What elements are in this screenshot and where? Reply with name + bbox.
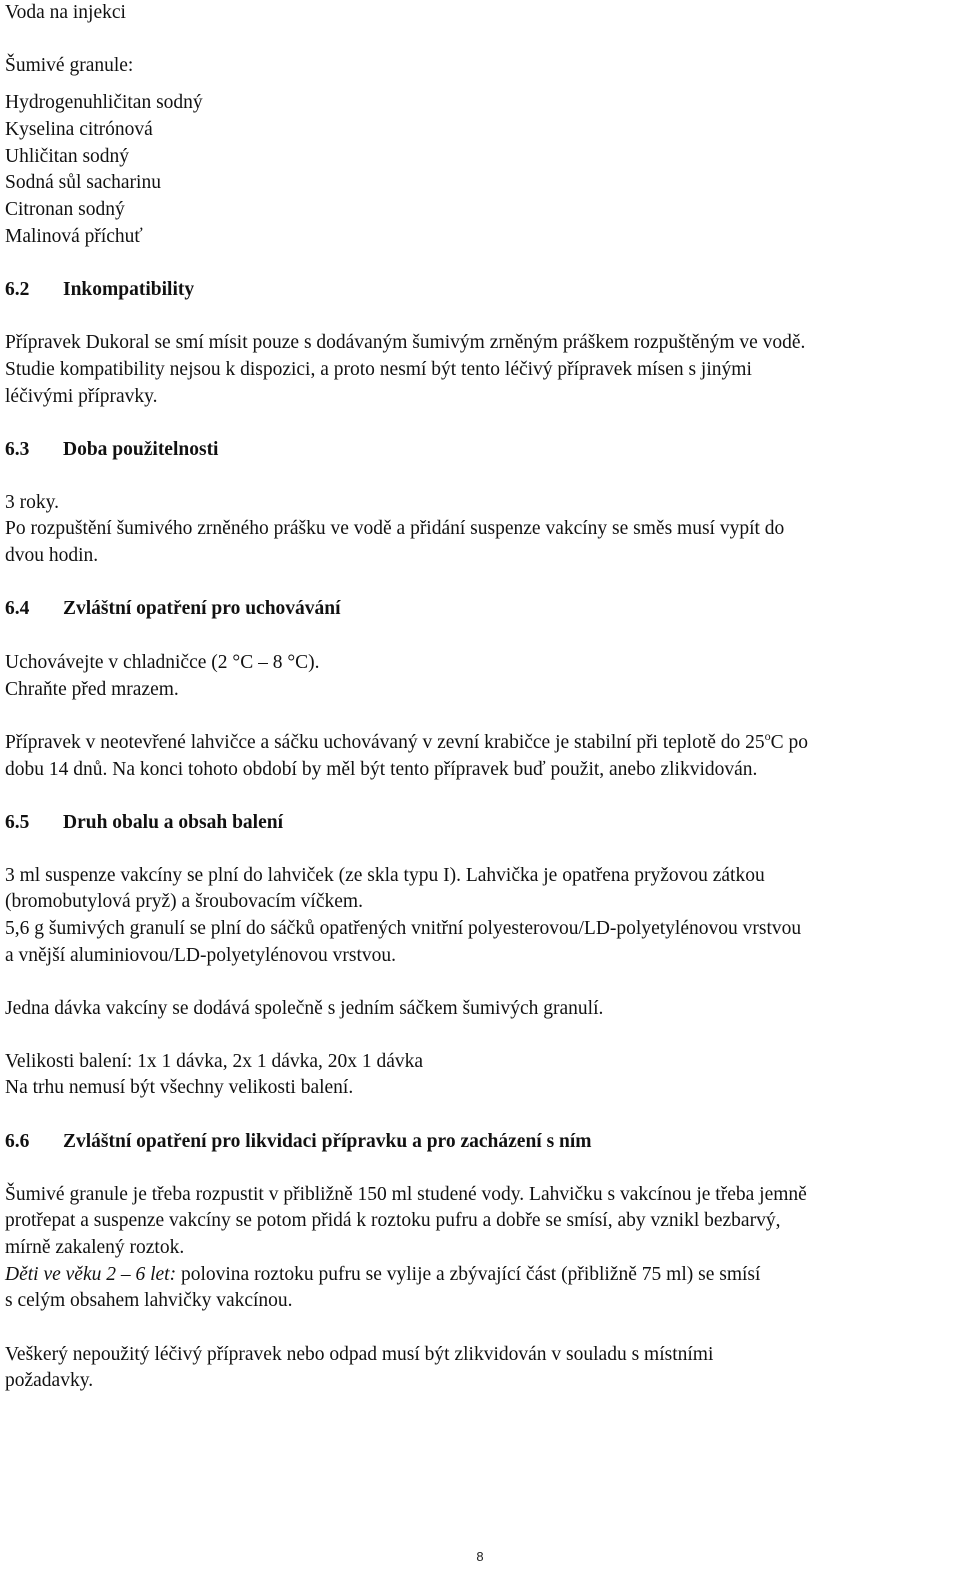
children-label: Děti ve věku 2 – 6 let: bbox=[5, 1264, 177, 1285]
paragraph-line: 5,6 g šumivých granulí se plní do sáčků opatřených vnitřní polyesterovou/LD-polyetylénovou vrstvou bbox=[5, 918, 802, 939]
paragraph-line: Veškerý nepoužitý léčivý přípravek nebo odpad musí být zlikvidován v souladu s místními bbox=[5, 1344, 714, 1365]
section-heading-6-6 bbox=[5, 1129, 592, 1155]
paragraph-line: 3 ml suspenze vakcíny se plní do lahviček (ze skla typu I). Lahvička je opatřena pryžovou zátkou bbox=[5, 865, 765, 886]
paragraph-line: (bromobutylová pryž) a šroubovacím víčkem. bbox=[5, 891, 363, 912]
section-title: Zvláštní opatření pro uchovávání bbox=[63, 598, 341, 619]
section-title: Druh obalu a obsah balení bbox=[63, 812, 283, 833]
granules-title: Šumivé granule: bbox=[5, 55, 134, 76]
text-span: polovina roztoku pufru se vylije a zbývající část (přibližně 75 ml) se smísí bbox=[176, 1264, 761, 1285]
paragraph-line: mírně zakalený roztok. bbox=[5, 1237, 185, 1258]
paragraph-line: Přípravek Dukoral se smí mísit pouze s dodávaným šumivým zrněným práškem rozpuštěným ve vodě. bbox=[5, 332, 806, 353]
section-heading-6-4 bbox=[5, 596, 341, 622]
paragraph-line: Velikosti balení: 1x 1 dávka, 2x 1 dávka, 20x 1 dávka bbox=[5, 1051, 424, 1072]
paragraph-line: a vnější aluminiovou/LD-polyetylénovou vrstvou. bbox=[5, 945, 397, 966]
paragraph-line: Chraňte před mrazem. bbox=[5, 679, 179, 700]
text-span: Přípravek v neotevřené lahvičce a sáčku uchovávaný v zevní krabičce je stabilní při teplotě do 25 bbox=[5, 732, 765, 753]
paragraph-line: Uchovávejte v chladničce (2 °C – 8 °C). bbox=[5, 652, 320, 673]
paragraph-line: 3 roky. bbox=[5, 492, 59, 513]
ingredient-item: Uhličitan sodný bbox=[5, 146, 130, 167]
paragraph-line: Jedna dávka vakcíny se dodává společně s jedním sáčkem šumivých granulí. bbox=[5, 998, 604, 1019]
section-number: 6.5 bbox=[5, 812, 30, 833]
section-title: Zvláštní opatření pro likvidaci přípravku a pro zacházení s ním bbox=[63, 1131, 592, 1152]
page-number: 8 bbox=[476, 1549, 484, 1564]
section-heading-6-3 bbox=[5, 437, 218, 463]
paragraph-line: Studie kompatibility nejsou k dispozici, a proto nesmí být tento léčivý přípravek mísen s jinými bbox=[5, 359, 752, 380]
section-number: 6.2 bbox=[5, 279, 30, 300]
paragraph-line: léčivými přípravky. bbox=[5, 386, 158, 407]
paragraph-line: Šumivé granule je třeba rozpustit v přibližně 150 ml studené vody. Lahvičku s vakcínou je třeba jemně bbox=[5, 1184, 807, 1205]
ingredient-item: Citronan sodný bbox=[5, 199, 125, 220]
section-title: Inkompatibility bbox=[63, 279, 195, 300]
section-number: 6.6 bbox=[5, 1131, 30, 1152]
ingredient-item: Malinová příchuť bbox=[5, 226, 143, 247]
paragraph-line bbox=[5, 730, 808, 756]
ingredient-item: Hydrogenuhličitan sodný bbox=[5, 92, 203, 113]
superscript-degree: o bbox=[764, 728, 771, 743]
water-line: Voda na injekci bbox=[5, 2, 126, 23]
paragraph-line: dvou hodin. bbox=[5, 545, 99, 566]
paragraph-line: Na trhu nemusí být všechny velikosti balení. bbox=[5, 1077, 354, 1098]
text-span: C po bbox=[770, 732, 809, 753]
paragraph-line: požadavky. bbox=[5, 1370, 94, 1391]
section-title: Doba použitelnosti bbox=[63, 439, 219, 460]
section-heading-6-2 bbox=[5, 277, 194, 303]
paragraph-line bbox=[5, 1262, 760, 1288]
paragraph-line: dobu 14 dnů. Na konci tohoto období by měl být tento přípravek buď použit, anebo zlikvidován. bbox=[5, 759, 758, 780]
section-heading-6-5 bbox=[5, 810, 283, 836]
ingredient-item: Sodná sůl sacharinu bbox=[5, 172, 161, 193]
section-number: 6.4 bbox=[5, 598, 30, 619]
section-number: 6.3 bbox=[5, 439, 30, 460]
ingredient-item: Kyselina citrónová bbox=[5, 119, 153, 140]
paragraph-line: s celým obsahem lahvičky vakcínou. bbox=[5, 1290, 293, 1311]
paragraph-line: protřepat a suspenze vakcíny se potom přidá k roztoku pufru a dobře se smísí, aby vznikl bezbarvý, bbox=[5, 1210, 781, 1231]
paragraph-line: Po rozpuštění šumivého zrněného prášku ve vodě a přidání suspenze vakcíny se směs musí vypít do bbox=[5, 518, 785, 539]
